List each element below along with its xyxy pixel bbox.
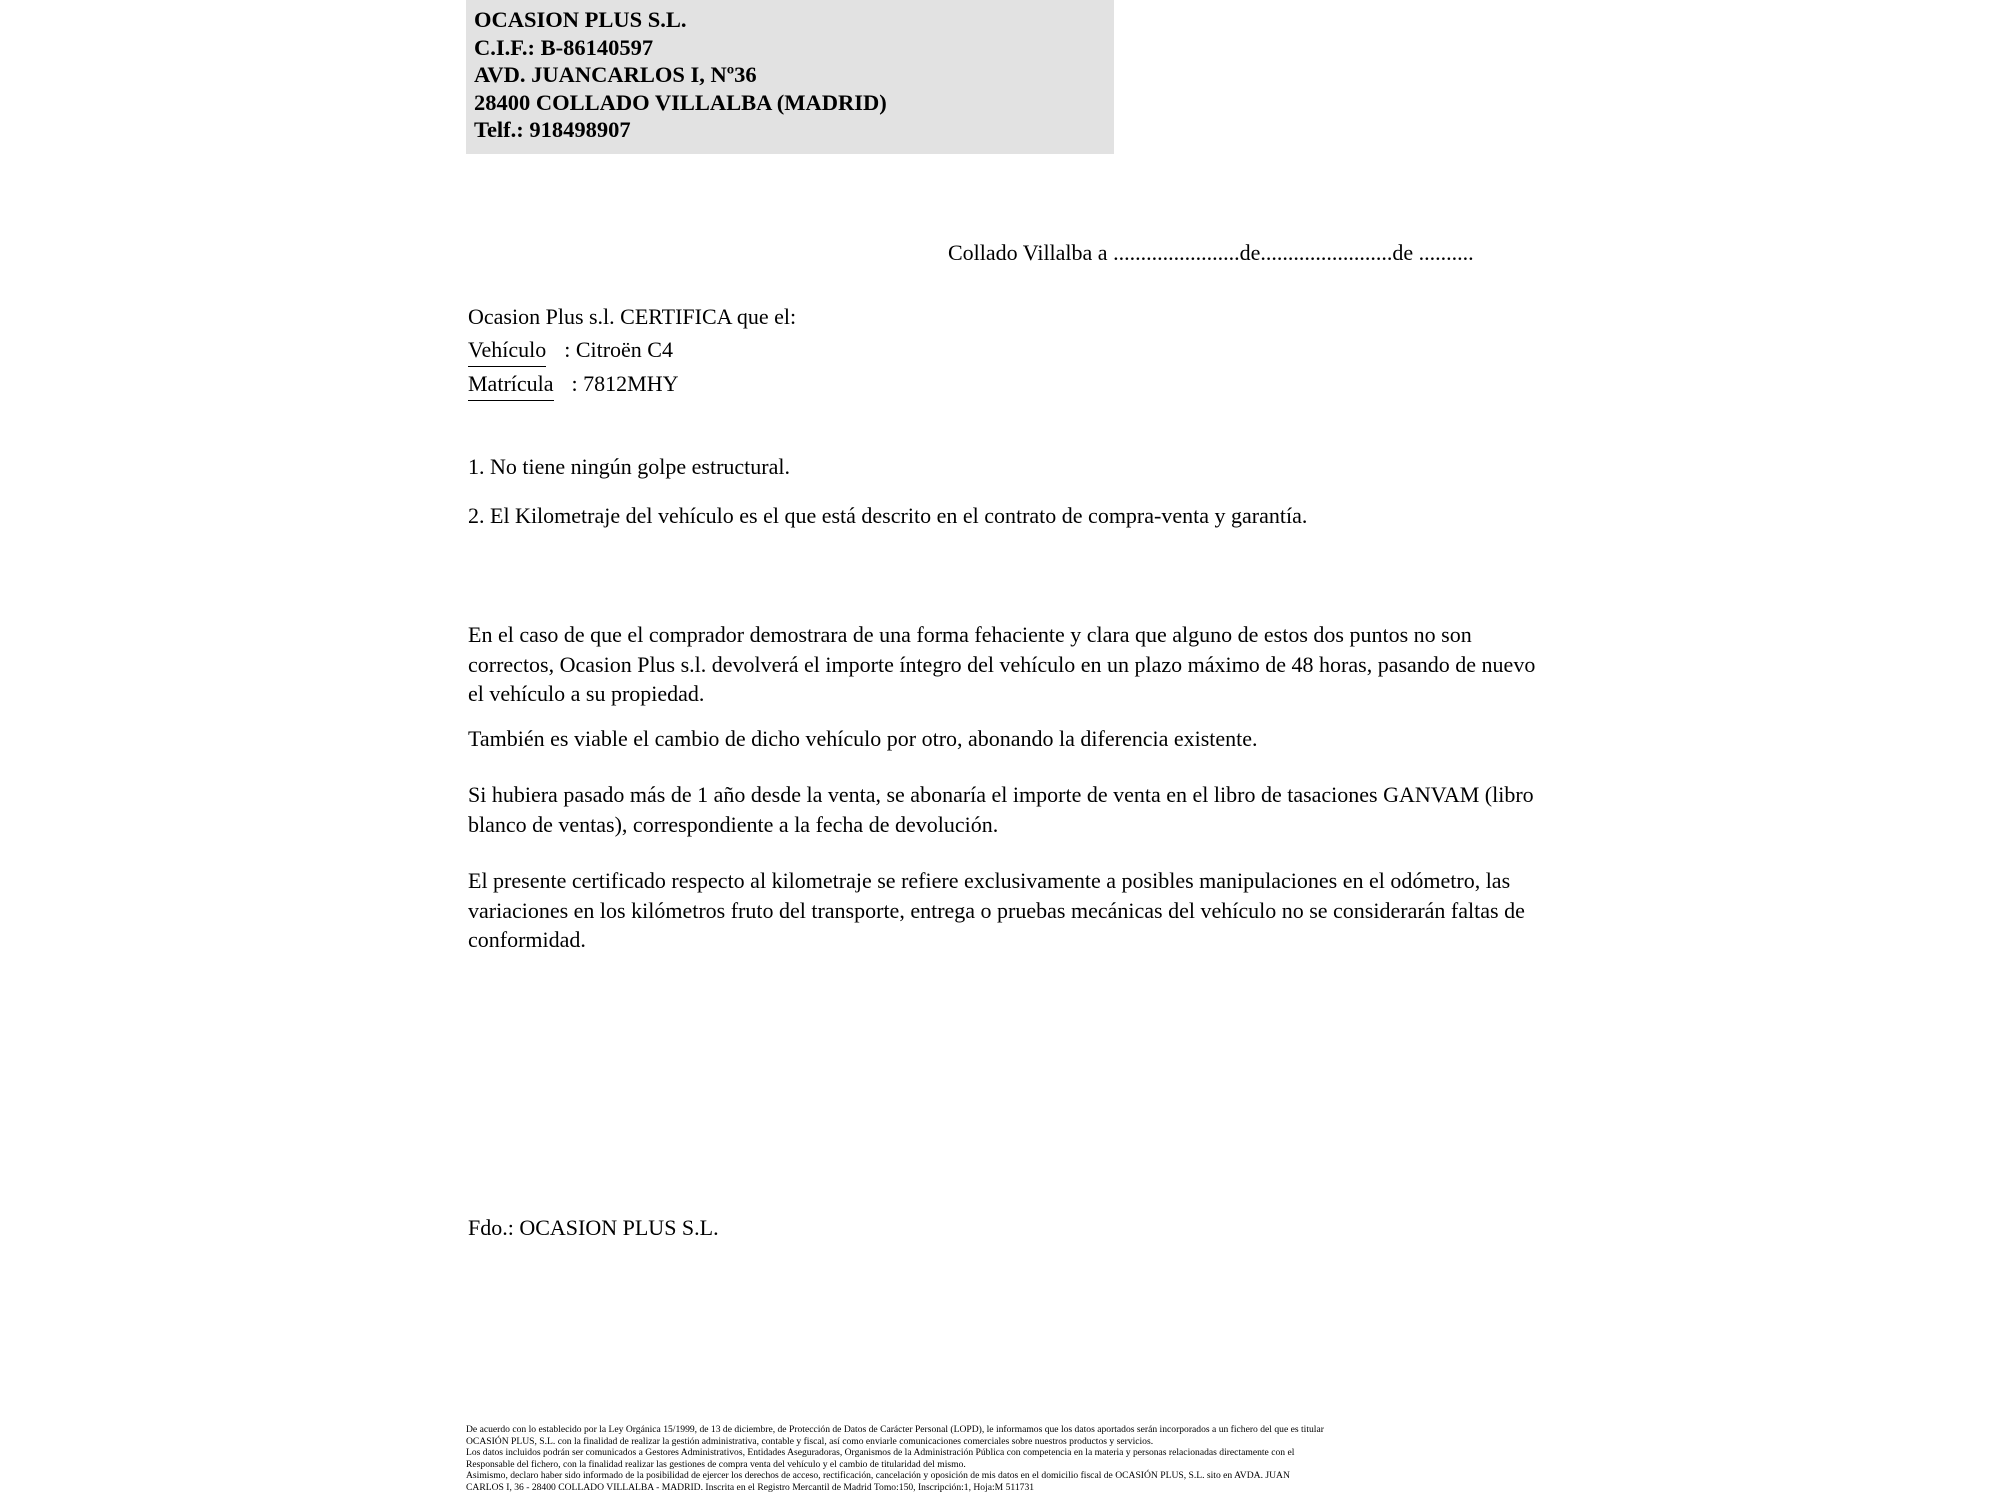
legal-line-3: Los datos incluidos podrán ser comunicados a Gestores Administrativos, Entidades Aseguradoras, Organismos de la Administración Pública con competencia en la materia y personas relacionadas directamente con el <box>466 1447 1295 1459</box>
point-1: 1. No tiene ningún golpe estructural. <box>468 454 790 479</box>
legal-footer <box>466 1424 1556 1494</box>
legal-line-4: Responsable del fichero, con la finalidad realizar las gestiones de compra venta del vehículo y el cambio de titularidad del mismo. <box>466 1458 966 1470</box>
letterhead-phone: Telf.: 918498907 <box>474 117 631 142</box>
plate-label: Matrícula <box>468 367 554 401</box>
paragraph-refund: En el caso de que el comprador demostrara de una forma fehaciente y clara que alguno de estos dos puntos no son correctos, Ocasion Plus s.l. devolverá el importe íntegro del vehículo en un plazo máximo de 48 horas, pasando de nuevo el vehículo a su propiedad. <box>468 622 1536 706</box>
certifica-intro: Ocasion Plus s.l. CERTIFICA que el: <box>468 304 797 329</box>
letterhead-address: AVD. JUANCARLOS I, Nº36 <box>474 62 757 87</box>
letterhead-cif: C.I.F.: B-86140597 <box>474 34 654 60</box>
letterhead-block <box>466 0 1114 154</box>
certifica-block <box>468 300 796 401</box>
paragraph-odometer: El presente certificado respecto al kilometraje se refiere exclusivamente a posibles manipulaciones en el odómetro, las variaciones en los kilómetros fruto del transporte, entrega o pruebas mecánicas del vehículo no se considerarán faltas de conformidad. <box>468 868 1525 952</box>
letterhead-company-name: OCASION PLUS S.L. <box>474 7 687 32</box>
plate-value: : 7812MHY <box>571 371 679 396</box>
paragraph-exchange: También es viable el cambio de dicho vehículo por otro, abonando la diferencia existente. <box>468 726 1258 751</box>
paragraph-ganvam: Si hubiera pasado más de 1 año desde la venta, se abonaría el importe de venta en el libro de tasaciones GANVAM (libro blanco de ventas), correspondiente a la fecha de devolución. <box>468 782 1534 837</box>
signature-line: Fdo.: OCASION PLUS S.L. <box>468 1215 719 1240</box>
legal-line-1: De acuerdo con lo establecido por la Ley Orgánica 15/1999, de 13 de diciembre, de Protección de Datos de Carácter Personal (LOPD), le informamos que los datos aportados serán incorporados a un fichero del que es titular <box>466 1424 1324 1435</box>
vehicle-row <box>468 333 796 367</box>
vehicle-label: Vehículo <box>468 333 546 367</box>
plate-row <box>468 367 796 401</box>
legal-line-2: OCASIÓN PLUS, S.L. con la finalidad de realizar la gestión administrativa, contable y fiscal, así como enviarle comunicaciones comerciales sobre nuestros productos y servicios. <box>466 1435 1154 1447</box>
letterhead-city: 28400 COLLADO VILLALBA (MADRID) <box>474 89 887 115</box>
plate-number: 7812MHY <box>583 371 679 396</box>
legal-line-6: CARLOS I, 36 - 28400 COLLADO VILLALBA - MADRID. Inscrita en el Registro Mercantil de Madrid Tomo:150, Inscripción:1, Hoja:M 511731 <box>466 1481 1035 1493</box>
point-2: 2. El Kilometraje del vehículo es el que está descrito en el contrato de compra-venta y garantía. <box>468 503 1308 528</box>
date-line: Collado Villalba a .......................de........................de .......... <box>948 240 1474 265</box>
legal-line-5: Asimismo, declaro haber sido informado de la posibilidad de ejercer los derechos de acceso, rectificación, cancelación y oposición de mis datos en el domicilio fiscal de OCASIÓN PLUS, S.L. sito en AVDA. JUAN <box>466 1470 1290 1482</box>
vehicle-value: : Citroën C4 <box>564 337 673 362</box>
